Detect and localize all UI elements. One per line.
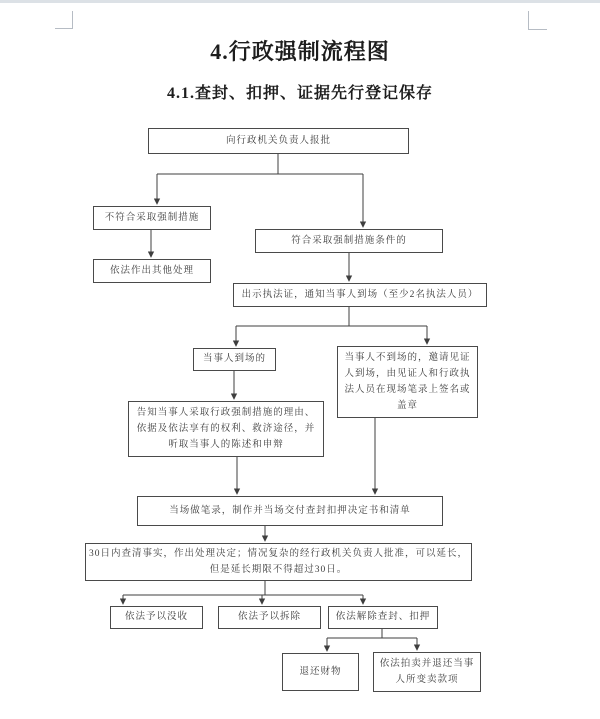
page-title: 4.行政强制流程图 (210, 39, 390, 64)
node-auction-refund: 依法拍卖并退还当事人所变卖款项 (373, 652, 481, 692)
text-boundary-mark-left (55, 11, 73, 29)
node-other-disposal: 依法作出其他处理 (93, 259, 211, 283)
node-qualified: 符合采取强制措施条件的 (255, 229, 443, 253)
text-boundary-mark-right (528, 11, 547, 30)
node-confiscate: 依法予以没收 (110, 606, 203, 629)
node-not-qualified: 不符合采取强制措施 (93, 206, 211, 230)
node-demolish: 依法予以拆除 (218, 606, 321, 629)
node-lift-seizure: 依法解除查封、扣押 (328, 606, 438, 629)
node-decision-30-days: 30日内查清事实，作出处理决定；情况复杂的经行政机关负责人批准，可以延长，但是延长期限不得超过30日。 (85, 543, 472, 581)
section-title: 4.1.查封、扣押、证据先行登记保存 (166, 85, 433, 102)
node-onsite-record: 当场做笔录，制作并当场交付查封扣押决定书和清单 (137, 496, 443, 526)
node-report-for-approval: 向行政机关负责人报批 (148, 128, 409, 154)
node-show-credentials: 出示执法证，通知当事人到场（至少2名执法人员） (233, 283, 487, 307)
node-party-absent-witness: 当事人不到场的，邀请见证人到场，由见证人和行政执法人员在现场笔录上签名或盖章 (337, 346, 478, 418)
node-inform-rights: 告知当事人采取行政强制措施的理由、依据及依法享有的权利、救济途径，并听取当事人的陈述和申辩 (128, 401, 324, 457)
node-return-property: 退还财物 (282, 653, 359, 691)
node-party-present: 当事人到场的 (193, 348, 276, 371)
